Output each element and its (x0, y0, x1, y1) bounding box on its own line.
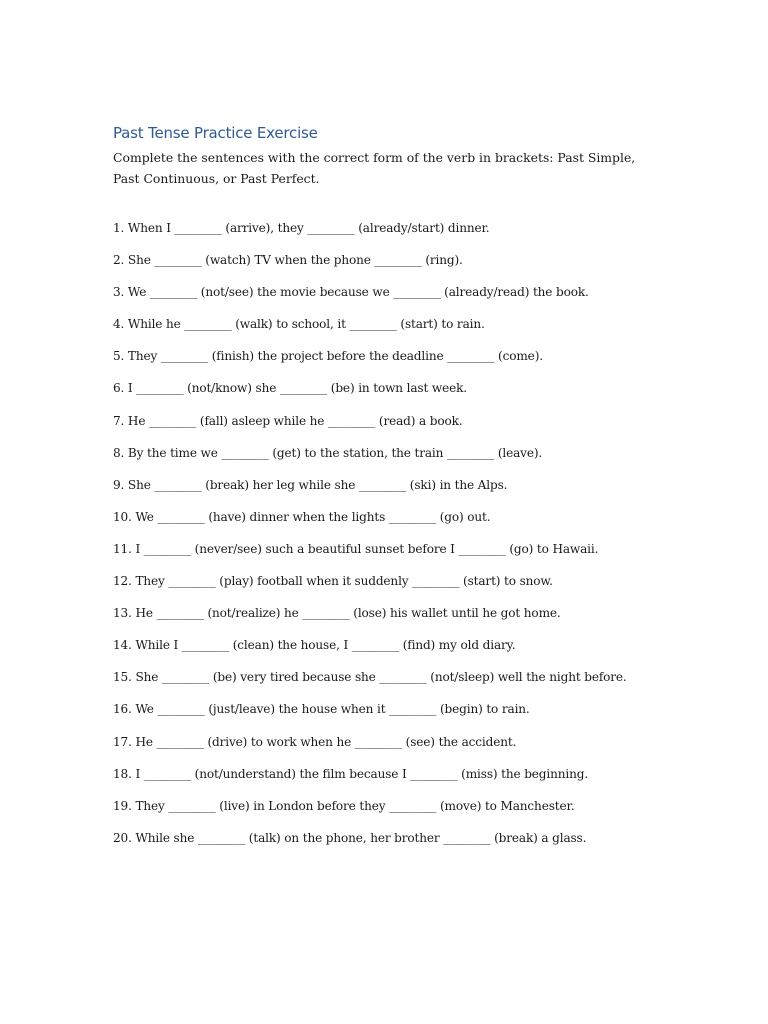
instructions-text: Complete the sentences with the correct form of the verb in brackets: Past Simple, Past Continuous, or Past Perfect. (113, 150, 636, 186)
question-item: 1. When I ________ (arrive), they ________ (already/start) dinner. (113, 221, 490, 235)
question-item: 9. She ________ (break) her leg while she ________ (ski) in the Alps. (113, 477, 508, 492)
question-item: 2. She ________ (watch) TV when the phone ________ (ring). (113, 253, 463, 268)
question-item: 3. We ________ (not/see) the movie because we ________ (already/read) the book. (113, 285, 589, 300)
question-item: 5. They ________ (finish) the project before the deadline ________ (come). (113, 349, 543, 364)
question-item: 11. I ________ (never/see) such a beautiful sunset before I ________ (go) to Hawaii. (113, 541, 599, 556)
question-item: 7. He ________ (fall) asleep while he ________ (read) a book. (113, 413, 463, 428)
question-item: 14. While I ________ (clean) the house, I ________ (find) my old diary. (113, 638, 516, 653)
question-item: 16. We ________ (just/leave) the house when it ________ (begin) to rain. (113, 702, 530, 717)
question-item: 18. I ________ (not/understand) the film because I ________ (miss) the beginning. (113, 766, 589, 781)
question-list (113, 219, 713, 861)
question-item: 8. By the time we ________ (get) to the station, the train ________ (leave). (113, 445, 543, 460)
question-item: 4. While he ________ (walk) to school, it ________ (start) to rain. (113, 317, 485, 332)
question-item: 17. He ________ (drive) to work when he ________ (see) the accident. (113, 734, 517, 749)
question-item: 12. They ________ (play) football when it suddenly ________ (start) to snow. (113, 574, 553, 589)
question-item: 20. While she ________ (talk) on the phone, her brother ________ (break) a glass. (113, 830, 587, 845)
page-title: Past Tense Practice Exercise (113, 124, 318, 142)
question-item: 19. They ________ (live) in London before they ________ (move) to Manchester. (113, 798, 575, 813)
question-item: 15. She ________ (be) very tired because she ________ (not/sleep) well the night before. (113, 670, 627, 685)
question-item: 13. He ________ (not/realize) he ________ (lose) his wallet until he got home. (113, 606, 561, 621)
question-item: 6. I ________ (not/know) she ________ (be) in town last week. (113, 381, 467, 396)
question-item: 10. We ________ (have) dinner when the lights ________ (go) out. (113, 509, 491, 524)
